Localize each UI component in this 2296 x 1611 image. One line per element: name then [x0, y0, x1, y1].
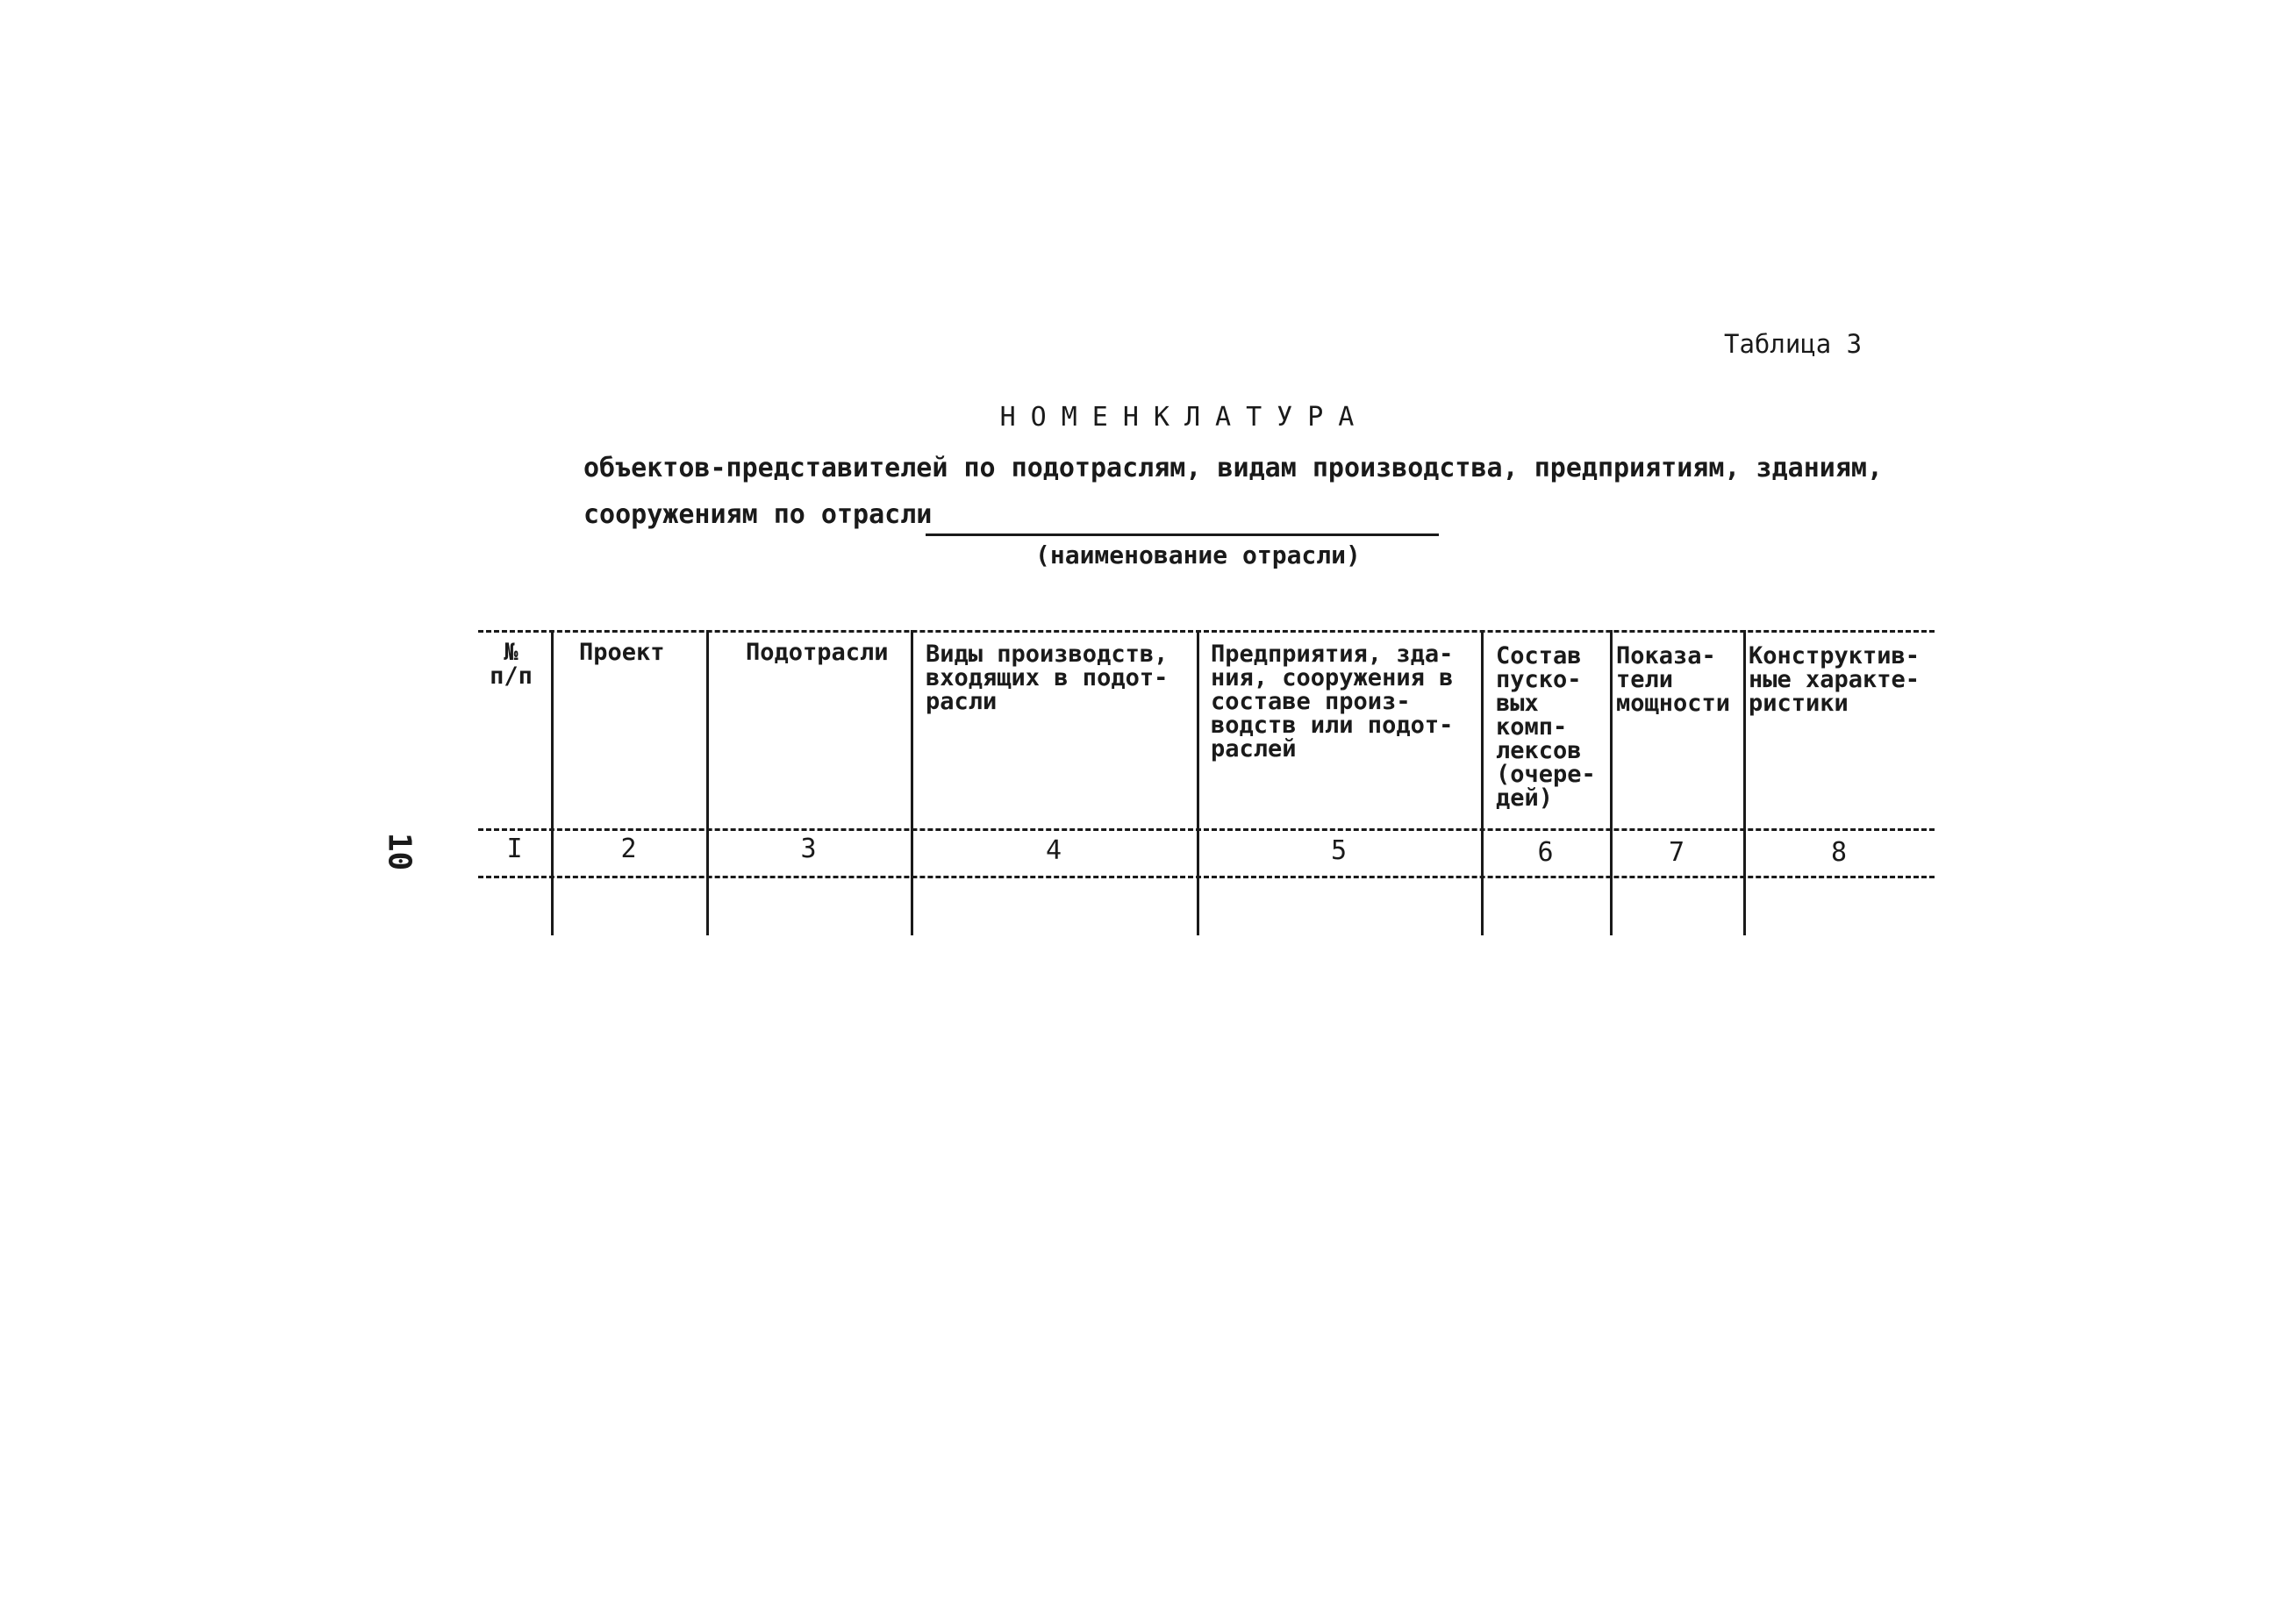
header-bottom-border [478, 828, 1935, 831]
header-production-types: Виды производств, входящих в подот- расли [926, 641, 1169, 715]
page-number: 10 [381, 832, 418, 871]
header-capacity-indicators: Показа- тели мощности [1616, 642, 1731, 717]
header-number: № п/п [490, 639, 533, 690]
document-title: НОМЕНКЛАТУРА [999, 402, 1370, 433]
subtitle-line-1: объектов-представителей по подотраслям, видам производства, предприятиям, зданиям, [583, 453, 1884, 483]
header-enterprises: Предприятия, зда- ния, сооружения в составе произ- водств или подот- раслей [1211, 641, 1454, 763]
column-number: 7 [1668, 837, 1685, 868]
column-divider [551, 630, 554, 935]
column-number: 3 [800, 834, 817, 864]
subtitle-line-2: сооружениям по отрасли [583, 499, 933, 530]
fill-in-blank-line [926, 533, 1439, 536]
column-divider [706, 630, 709, 935]
header-project: Проект [579, 639, 665, 666]
header-design-characteristics: Конструктив- ные характе- ристики [1749, 642, 1920, 717]
column-divider [1481, 630, 1484, 935]
column-divider [911, 630, 913, 935]
column-divider [1197, 630, 1199, 935]
blank-caption: (наименование отрасли) [1035, 541, 1361, 569]
column-divider [1610, 630, 1613, 935]
number-row-bottom-border [478, 876, 1935, 878]
column-divider [1743, 630, 1746, 935]
header-startup-complexes: Состав пуско- вых комп- лексов (очере- дей) [1496, 642, 1596, 812]
column-number: 2 [620, 834, 637, 864]
table-label: Таблица 3 [1724, 329, 1863, 359]
column-number: 5 [1330, 835, 1348, 866]
column-number: I [506, 834, 523, 864]
table-top-border [478, 630, 1935, 633]
header-subsectors: Подотрасли [746, 639, 889, 666]
column-number: 8 [1830, 837, 1848, 868]
column-number: 4 [1045, 835, 1062, 866]
column-number: 6 [1537, 837, 1554, 868]
